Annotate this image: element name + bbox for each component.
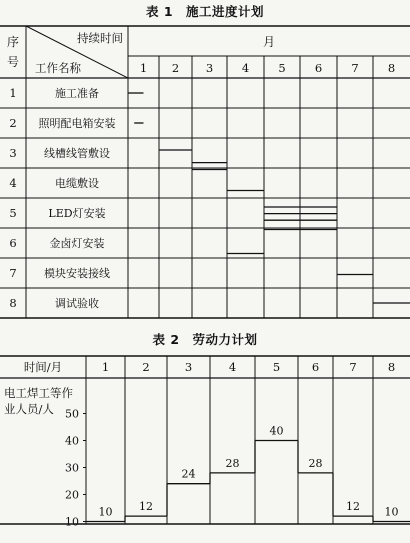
table1-row-name: 调试验收 xyxy=(55,297,99,310)
table2-y-label: 业人员/人 xyxy=(4,402,54,416)
labor-value-label: 12 xyxy=(139,500,153,514)
table1-month-header: 月 xyxy=(262,35,276,49)
labor-value-label: 10 xyxy=(384,505,399,519)
table1-row-name: 金卤灯安装 xyxy=(49,237,105,250)
table2-y-tick-label: 20 xyxy=(65,488,79,502)
table1-month-label: 4 xyxy=(241,61,250,75)
table2-y-tick-label: 30 xyxy=(65,461,79,475)
labor-value-label: 28 xyxy=(308,456,323,470)
table1-row-seq: 7 xyxy=(9,266,17,280)
table2-month-label: 6 xyxy=(311,360,320,374)
table1-row-seq: 6 xyxy=(9,236,17,250)
labor-value-label: 12 xyxy=(346,500,360,514)
labor-value-label: 40 xyxy=(269,424,284,438)
table1-row-seq: 4 xyxy=(9,176,17,190)
table1-row-seq: 2 xyxy=(9,116,17,130)
table1-row-seq: 8 xyxy=(9,296,17,310)
table2-y-tick-label: 50 xyxy=(65,407,79,421)
table1-month-label: 3 xyxy=(205,61,214,75)
table1-row-name: 模块安装接线 xyxy=(44,267,110,280)
table1-seq-header: 号 xyxy=(6,55,20,69)
table1-row-name: 照明配电箱安装 xyxy=(38,117,116,130)
table2-y-label: 电工焊工等作 xyxy=(4,386,73,400)
table1-seq-header: 序 xyxy=(6,35,20,49)
table1-row-seq: 5 xyxy=(9,206,17,220)
table1-row-name: 施工准备 xyxy=(55,87,99,100)
labor-value-label: 28 xyxy=(225,456,240,470)
labor-plan-chart xyxy=(0,352,410,543)
table2-caption: 表 2 劳动力计划 xyxy=(152,332,258,347)
table1-duration-header: 持续时间 xyxy=(77,31,123,45)
labor-value-label: 24 xyxy=(181,467,196,481)
table2-y-tick-label: 10 xyxy=(65,515,79,529)
table1-caption: 表 1 施工进度计划 xyxy=(145,4,265,19)
table1-month-label: 1 xyxy=(139,61,148,75)
table1-row-name: 线槽线管敷设 xyxy=(44,147,110,160)
table1-month-label: 6 xyxy=(314,61,323,75)
table2-month-label: 3 xyxy=(184,360,193,374)
table1-row-seq: 1 xyxy=(9,86,17,100)
table1-month-label: 5 xyxy=(278,61,286,75)
table2-month-label: 7 xyxy=(349,360,357,374)
table2-month-label: 1 xyxy=(101,360,110,374)
table2-month-label: 4 xyxy=(228,360,237,374)
table1-row-name: 电缆敷设 xyxy=(55,177,99,190)
table1-month-label: 7 xyxy=(351,61,359,75)
table2-month-label: 2 xyxy=(142,360,150,374)
labor-value-label: 10 xyxy=(98,505,113,519)
table2-time-header: 时间/月 xyxy=(23,360,63,374)
table2-month-label: 5 xyxy=(272,360,281,374)
table2-y-tick-label: 40 xyxy=(65,434,79,448)
table1-row-name: LED灯安装 xyxy=(48,207,106,220)
table1-month-label: 8 xyxy=(387,61,396,75)
construction-schedule-table xyxy=(0,22,410,320)
table1-row-seq: 3 xyxy=(9,146,17,160)
table2-month-label: 8 xyxy=(387,360,396,374)
table1-name-header: 工作名称 xyxy=(35,61,81,75)
table1-month-label: 2 xyxy=(171,61,180,75)
